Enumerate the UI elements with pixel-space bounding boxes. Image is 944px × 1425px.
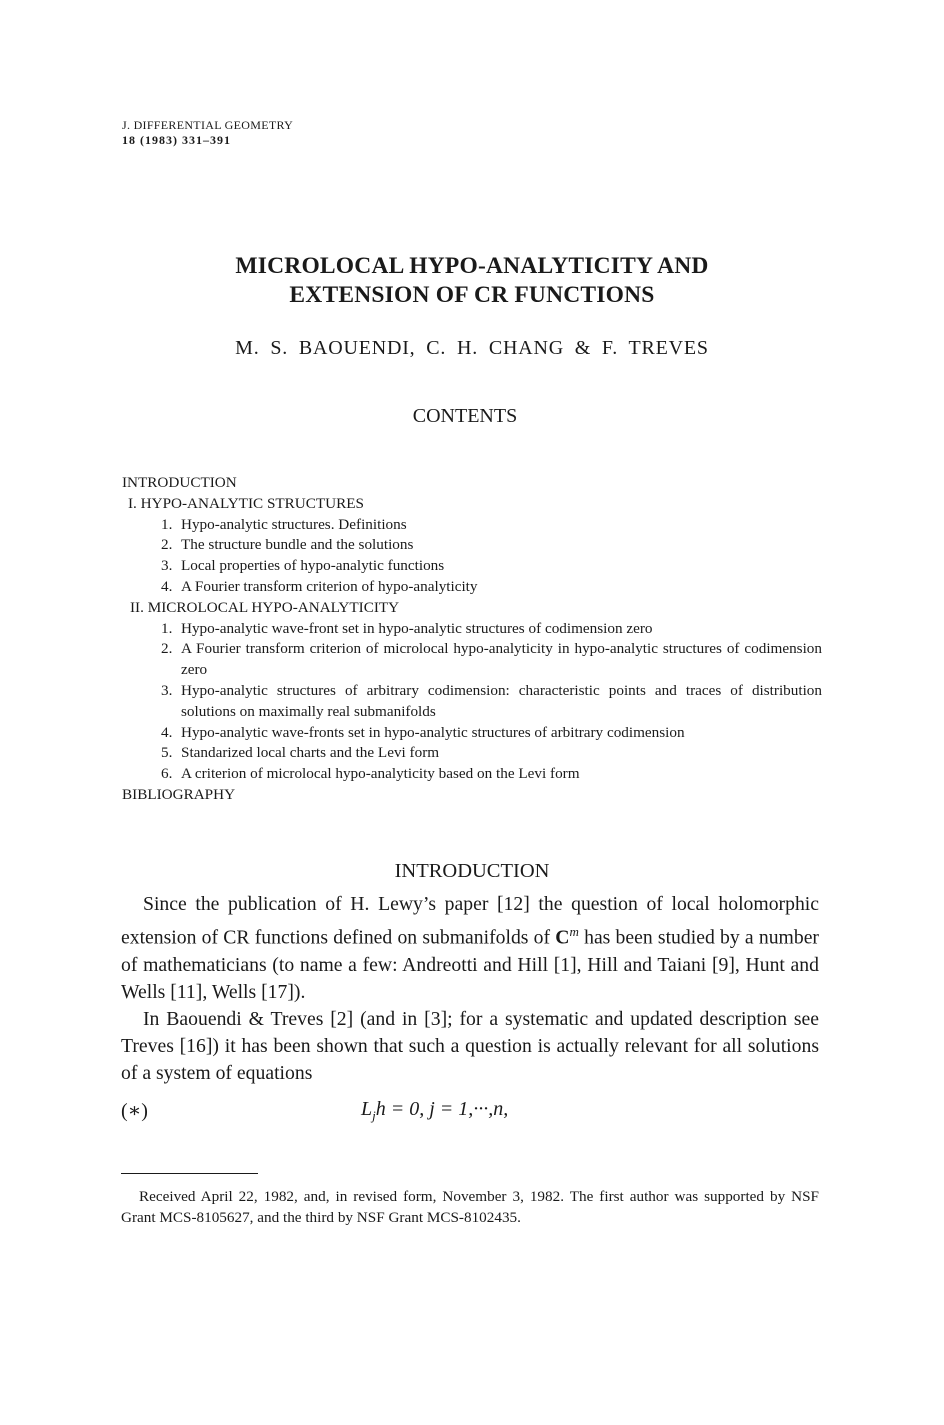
toc-item-number: 4. (161, 577, 173, 595)
toc-item-number: 4. (161, 723, 173, 741)
toc-item-text: A criterion of microlocal hypo-analyticity based on the Levi form (181, 765, 580, 783)
authors: M. S. BAOUENDI, C. H. CHANG & F. TREVES (235, 337, 709, 359)
journal-name: J. DIFFERENTIAL GEOMETRY (122, 118, 294, 132)
contents-heading: CONTENTS (412, 405, 518, 427)
toc-item-text: Hypo-analytic structures. Definitions (181, 515, 407, 533)
toc-item-number: 1. (161, 619, 173, 637)
equation-body: $L_jh = 0$, j = 1,···,n, (361, 1098, 509, 1123)
toc-item-number: 1. (161, 515, 173, 533)
toc-item-text: A Fourier transform criterion of hypo-analyticity (181, 577, 478, 595)
toc-item-number: 2. (161, 640, 173, 658)
introduction-heading: INTRODUCTION (394, 860, 550, 882)
toc-item-text: Hypo-analytic wave-fronts set in hypo-analytic structures of arbitrary codimension (181, 723, 685, 741)
toc-item-number: 2. (161, 536, 173, 554)
toc-item[interactable] (122, 619, 822, 640)
journal-volume: 18 (1983) 331–391 (122, 133, 231, 147)
paragraph: In Baouendi & Treves [2] (and in [3]; for a systematic and updated description see Treves [16]) it has been shown that such a question is actually relevant for all solutions of a system of equations (121, 1007, 819, 1084)
display-equation (121, 1098, 821, 1126)
toc-item-number: 5. (161, 744, 173, 762)
toc-item-number: 3. (161, 557, 173, 575)
title-line-2: EXTENSION OF CR FUNCTIONS (289, 282, 655, 308)
table-of-contents (122, 473, 822, 806)
toc-item[interactable] (122, 556, 822, 577)
toc-item-text: Standarized local charts and the Levi form (181, 744, 440, 762)
journal-header (122, 118, 293, 148)
toc-item-text: Local properties of hypo-analytic functions (181, 557, 445, 575)
toc-item[interactable] (122, 743, 822, 764)
toc-item-number: 6. (161, 765, 173, 783)
toc-item[interactable] (122, 515, 822, 536)
footnote: Received April 22, 1982, and, in revised form, November 3, 1982. The first author was supported by NSF Grant MCS-8105627, and the third by NSF Grant MCS-8102435. (121, 1188, 819, 1226)
toc-item[interactable] (122, 681, 822, 723)
toc-item-text: The structure bundle and the solutions (181, 536, 414, 554)
footnote-rule (121, 1173, 258, 1174)
toc-part-2[interactable]: II. MICROLOCAL HYPO-ANALYTICITY (130, 598, 400, 616)
toc-part-1[interactable]: I. HYPO-ANALYTIC STRUCTURES (128, 494, 364, 512)
toc-item-text: Hypo-analytic wave-front set in hypo-analytic structures of codimension zero (181, 619, 653, 637)
toc-item[interactable] (122, 577, 822, 598)
toc-bibliography[interactable]: BIBLIOGRAPHY (122, 785, 236, 803)
toc-item[interactable] (122, 764, 822, 785)
toc-item-number: 3. (161, 681, 173, 699)
toc-item-text: A Fourier transform criterion of microlocal hypo-analyticity in hypo-analytic structures of codimension zero (181, 640, 822, 679)
title-line-1: MICROLOCAL HYPO-ANALYTICITY AND (235, 253, 709, 279)
toc-introduction[interactable]: INTRODUCTION (122, 474, 237, 491)
equation-tag: (∗) (121, 1100, 148, 1122)
introduction-body (121, 891, 819, 1087)
toc-item-text: Hypo-analytic structures of arbitrary codimension: characteristic points and traces of distribution solutions on maximally real submanifolds (181, 681, 822, 720)
paper-title (0, 252, 944, 310)
toc-item[interactable] (122, 723, 822, 744)
paragraph: Since the publication of H. Lewy’s paper [12] the question of local holomorphic extension of CR functions defined on submanifolds of $C^m$ has been studied by a number of mathematicians (to name a few: Andreotti and Hill [1], Hill and Taiani [9], Hunt and Wells [11], Wells [17]). (121, 893, 819, 1003)
toc-item[interactable] (122, 639, 822, 681)
complex-space-symbol: C (555, 926, 570, 949)
toc-item[interactable] (122, 535, 822, 556)
